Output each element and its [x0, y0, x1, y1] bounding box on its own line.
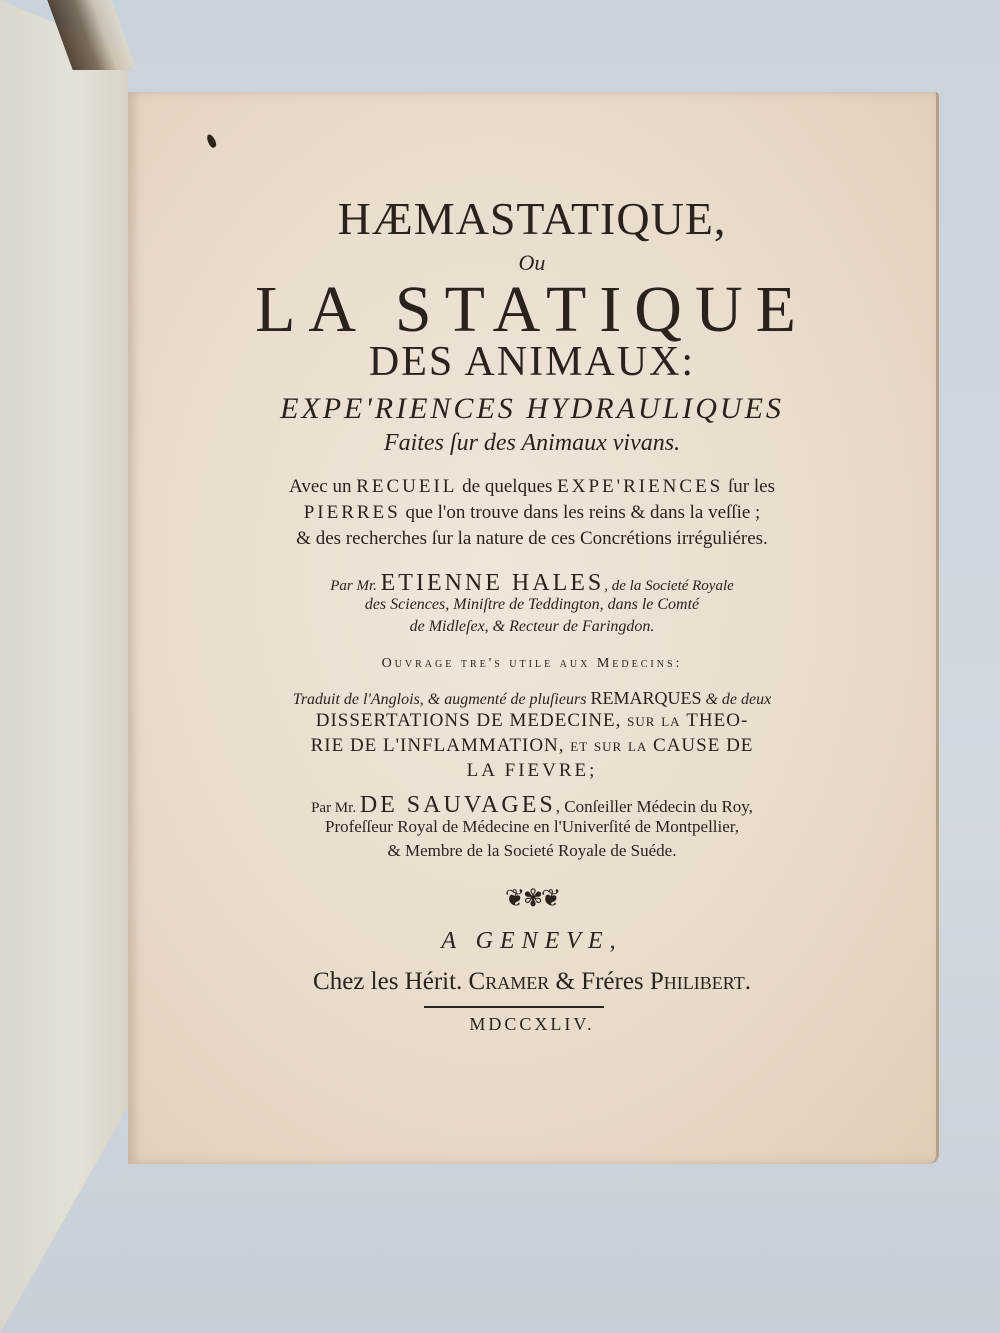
imprint-rule — [424, 1006, 604, 1008]
subtitle-line-1: EXPE'RIENCES HYDRAULIQUES — [280, 392, 784, 425]
title-line-3: LA STATIQUE — [255, 273, 809, 346]
facing-endpaper — [0, 0, 128, 1333]
translator-line-3: & Membre de la Societé Royale de Suéde. — [387, 841, 677, 860]
recueil-caps: PIERRES — [303, 502, 401, 523]
publisher-name: Philibert. — [649, 968, 751, 995]
translation-text: , et sur la — [558, 735, 654, 756]
translator-prefix: Par Mr. — [311, 800, 360, 816]
recueil-caps: EXPE'RIENCES — [557, 476, 724, 497]
title-line-4: DES ANIMAUX: — [368, 339, 696, 385]
imprint-place: A GENEVE, — [441, 928, 623, 954]
translation-text: & de deux — [701, 691, 772, 708]
recueil-line-2 — [128, 502, 936, 524]
publisher-text: & Fréres — [549, 968, 650, 995]
translator-title: , Conſeiller Médecin du Roy, — [555, 797, 753, 816]
recueil-line-3: & des recherches ſur la nature de ces Concrétions irréguliéres. — [296, 528, 768, 549]
subtitle-line-2: Faites ſur des Animaux vivans. — [383, 430, 681, 456]
title-page — [128, 92, 939, 1164]
translation-caps: DISSERTATIONS DE MEDECINE — [315, 710, 616, 731]
author-line-3: de Midleſex, & Recteur de Faringdon. — [409, 618, 655, 635]
translator-line-1 — [128, 792, 936, 819]
translation-caps: RIE DE L'INFLAMMATION — [310, 735, 559, 756]
ink-spot — [205, 133, 217, 149]
recueil-text: de quelques — [457, 476, 558, 497]
imprint-year: MDCCXLIV. — [469, 1014, 595, 1034]
ouvrage-line: Ouvrage tre's utile aux Medecins: — [381, 656, 683, 671]
author-line-2: des Sciences, Miniſtre de Teddington, dans le Comté — [364, 596, 700, 613]
translation-caps: CAUSE DE — [653, 735, 754, 756]
recueil-text: ſur les — [723, 476, 775, 497]
publisher-name: Cramer — [468, 968, 550, 995]
title-conjunction: Ou — [518, 250, 546, 275]
publisher-text: Chez les Hérit. — [313, 968, 469, 995]
author-affiliation: , de la Societé Royale — [604, 578, 734, 594]
recueil-line-1 — [128, 476, 936, 498]
author-prefix: Par Mr. — [330, 578, 381, 594]
translation-line-1 — [128, 688, 936, 709]
translation-caps: THEO- — [686, 710, 749, 731]
author-name: ETIENNE HALES — [380, 570, 605, 596]
translation-text: , sur la — [615, 710, 687, 731]
translator-name: DE SAUVAGES — [359, 792, 556, 818]
recueil-text: Avec un — [289, 476, 357, 497]
translation-line-4: LA FIEVRE; — [466, 760, 598, 781]
translator-line-2: Profeſſeur Royal de Médecine en l'Univerſité de Montpellier, — [324, 817, 740, 836]
printer-ornament-icon: ❦✾❦ — [504, 884, 560, 912]
translation-text: Traduit de l'Anglois, & augmenté de pluſieurs — [292, 691, 591, 708]
imprint-publisher — [128, 968, 936, 996]
translation-line-2 — [128, 710, 936, 732]
recueil-text: que l'on trouve dans les reins & dans la veſſie ; — [400, 502, 761, 523]
title-line-1: HÆMASTATIQUE, — [337, 193, 727, 244]
author-line-1 — [128, 570, 936, 597]
translation-caps: REMARQUES — [590, 688, 702, 708]
recueil-caps: RECUEIL — [356, 476, 458, 497]
translation-line-3 — [128, 735, 936, 757]
